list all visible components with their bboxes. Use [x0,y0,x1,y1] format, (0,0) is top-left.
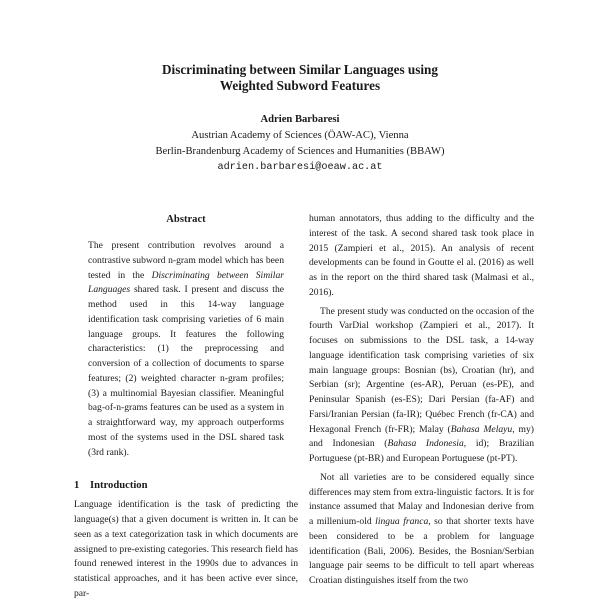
author-affiliation-2: Berlin-Brandenburg Academy of Sciences and Humanities (BBAW) [155,146,445,157]
section-heading-introduction [74,478,298,493]
right-paragraph-2-part-3: , id); Brazilian Portuguese (pt-BR) and European Portuguese (pt-PT). [309,438,534,464]
right-paragraph-3-part-2: , so that shorter texts have been considered to be a problem for language identification (Bali, 2006). Besides, the Bosnian/Serbian language pair seems to be difficult to tell apart whereas Croatian distinguishes itself from the two [309,516,534,586]
section-title: Introduction [90,480,148,492]
abstract-heading: Abstract [166,214,206,225]
section-number: 1 [74,480,80,492]
malay-native-name: Bahasa Melayu [450,423,513,435]
lingua-franca-term: lingua franca [375,516,429,527]
right-paragraph-3-part-1: Not all varieties are to be considered equally since differences may stem from extra-linguistic factors. It is for instance assumed that Malay and Indonesian derive from a millenium-old [309,471,534,527]
right-column [309,212,534,589]
right-paragraph-2-part-2: , my) and Indonesian ( [309,423,534,450]
author-affiliation-1: Austrian Academy of Sciences (ÖAW-AC), Vienna [191,130,409,141]
abstract-text-part-2: shared task. I present and discuss the method used in this 14-way language identification task comprising varieties of 6 main language groups. It features the following characteristics: (1) the preprocessing and conversion of a collection of documents to sparse features; (2) weighted character n-gram profiles; (3) a multinomial Bayesian classifier. Meaningful bag-of-n-grams features can be used as a system in a straightforward way, my approach outperforms most of the systems used in the DSL shared task (3rd rank). [88,284,284,458]
author-name: Adrien Barbaresi [260,114,340,125]
right-paragraph-2 [309,305,534,467]
author-email: adrien.barbaresi@oeaw.ac.at [217,162,383,173]
indonesian-native-name: Bahasa Indonesia [387,438,464,450]
abstract-text-part-1: The present contribution revolves around a contrastive subword n-gram model which has been tested in the [88,240,284,281]
left-column [74,212,298,602]
right-paragraph-3 [309,471,534,589]
title-line-2: Weighted Subword Features [219,78,381,93]
introduction-paragraph: Language identification is the task of predicting the language(s) that a given document is written in. It can be seen as a text categorization task in which documents are assigned to pre-existing categories. This research field has found renewed interest in the 1990s due to advances in statistical approaches, and it has been active ever since, par- [74,499,298,599]
paper-title [0,62,600,94]
right-paragraph-1: human annotators, thus adding to the difficulty and the interest of the task. A second shared task took place in 2015 (Zampieri et al., 2015). An analysis of recent developments can be found in Goutte el al. (2016) as well as in the report on the third shared task (Malmasi et al., 2016). [309,213,534,298]
title-line-1: Discriminating between Similar Languages using [162,62,438,77]
right-paragraph-2-part-1: The present study was conducted on the occasion of the fourth VarDial workshop (Zampieri et al., 2017). It focuses on submissions to the DSL task, a 14-way language identification task comprising varieties of six main language groups: Bosnian (bs), Croatian (hr), and Serbian (sr); Argentine (es-AR), Peruan (es-PE), and Peninsular Spanish (es-ES); Dari Persian (fa-AF) and Farsi/Iranian Persian (fa-IR); Québec French (fr-CA) and Hexagonal French (fr-FR); Malay ( [309,305,534,435]
author-block [0,112,600,176]
abstract-shared-task-name: Discriminating between Similar Languages [88,269,285,296]
abstract-text [74,239,298,460]
